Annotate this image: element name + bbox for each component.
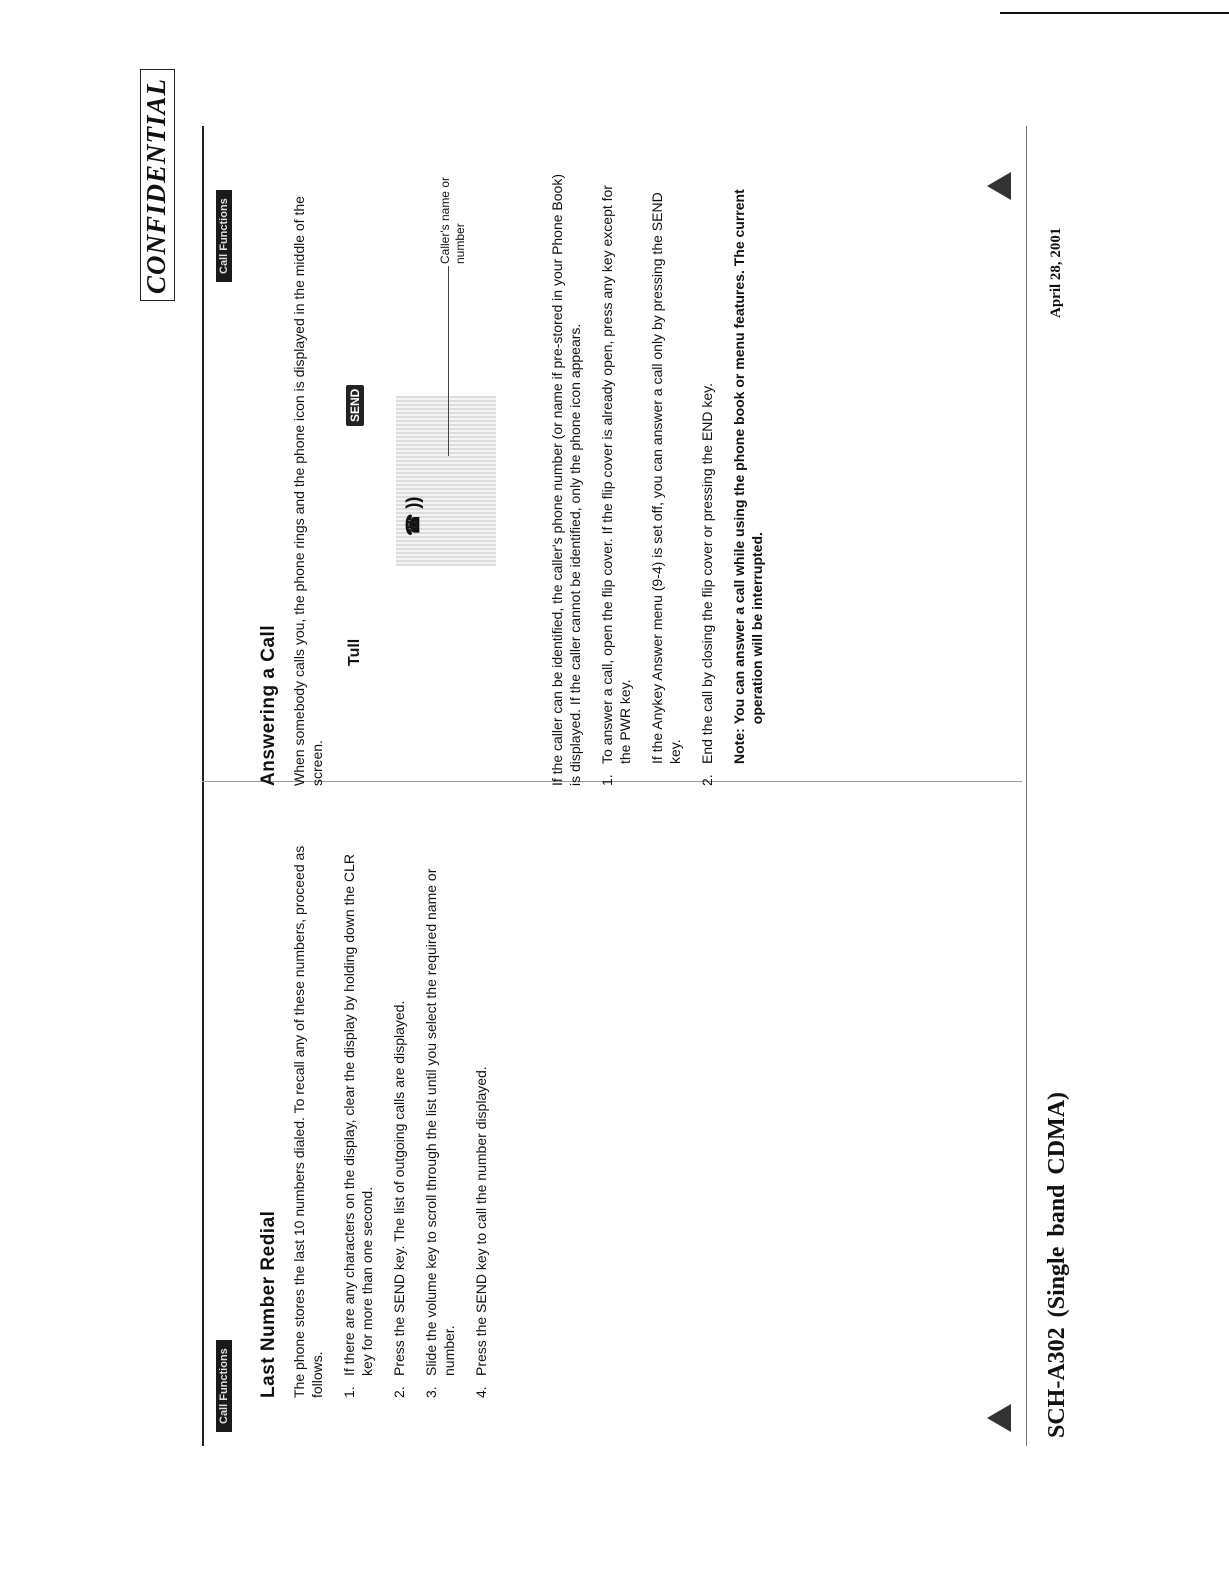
next-page-arrow-icon[interactable] <box>987 172 1011 200</box>
step-text: If the Anykey Answer menu (9-4) is set off, you can answer a call only by pressing the SEND key. <box>649 192 683 764</box>
right-step <box>698 166 716 786</box>
note-label: Note: <box>731 728 747 764</box>
left-title: Last Number Redial <box>258 1210 279 1398</box>
right-step <box>648 166 684 786</box>
step-number: 4. <box>473 1386 489 1398</box>
left-step <box>390 838 408 1398</box>
step-text: Press the SEND key to call the number displayed. <box>473 1066 489 1376</box>
step-number: 2. <box>391 1386 407 1398</box>
send-badge: SEND <box>346 385 364 426</box>
right-title: Answering a Call <box>258 624 279 786</box>
rotated-page-content <box>141 77 1070 1446</box>
step-number: 1. <box>599 774 615 786</box>
right-step <box>598 166 634 786</box>
step-text: End the call by closing the flip cover or pressing the END key. <box>699 382 715 764</box>
step-text: To answer a call, open the flip cover. If the flip cover is already open, press any key except for the PWR key. <box>599 185 633 764</box>
callout-label: Caller's name or number <box>438 177 467 264</box>
model-footer: SCH-A302 (Single band CDMA) <box>1044 1091 1070 1438</box>
caller-id-paragraph: If the caller can be identified, the caller's phone number (or name if pre-stored in your Phone Book) is displayed. If the caller cannot be identified, only the phone icon appears. <box>549 173 583 786</box>
phone-icon: ☎ )) <box>403 496 423 536</box>
right-header-tab: Call Functions <box>216 190 232 282</box>
left-step <box>472 838 490 1398</box>
step-text: Slide the volume key to scroll through the list until you select the required name or number. <box>423 868 457 1376</box>
prev-page-arrow-icon[interactable] <box>987 1404 1011 1432</box>
step-text: If there are any characters on the display, clear the display by holding down the CLR key for more than one second. <box>341 854 375 1376</box>
right-intro: When somebody calls you, the phone rings and the phone icon is displayed in the middle of the screen. <box>291 196 325 786</box>
step-text: Press the SEND key. The list of outgoing calls are displayed. <box>391 1000 407 1376</box>
signal-label: Tull <box>346 638 363 666</box>
callout-line <box>448 266 449 456</box>
left-intro: The phone stores the last 10 numbers dialed. To recall any of these numbers, proceed as follows. <box>291 845 325 1398</box>
step-number: 1. <box>341 1386 357 1398</box>
date-footer: April 28, 2001 <box>1048 227 1064 318</box>
note-text: You can answer a call while using the phone book or menu features. The current operation will be interrupted. <box>731 189 765 725</box>
left-column <box>260 838 504 1398</box>
left-step <box>422 838 458 1398</box>
note-block <box>730 166 766 764</box>
step-number: 2. <box>699 774 715 786</box>
left-step <box>340 838 376 1398</box>
step-number: 3. <box>423 1386 439 1398</box>
step-number <box>648 764 684 786</box>
phone-screen <box>396 396 496 566</box>
top-edge-rule <box>1000 12 1229 14</box>
left-header-tab: Call Functions <box>216 1340 232 1432</box>
right-column <box>260 166 766 786</box>
confidential-stamp: CONFIDENTIAL <box>140 69 175 301</box>
phone-screen-figure <box>340 166 540 786</box>
